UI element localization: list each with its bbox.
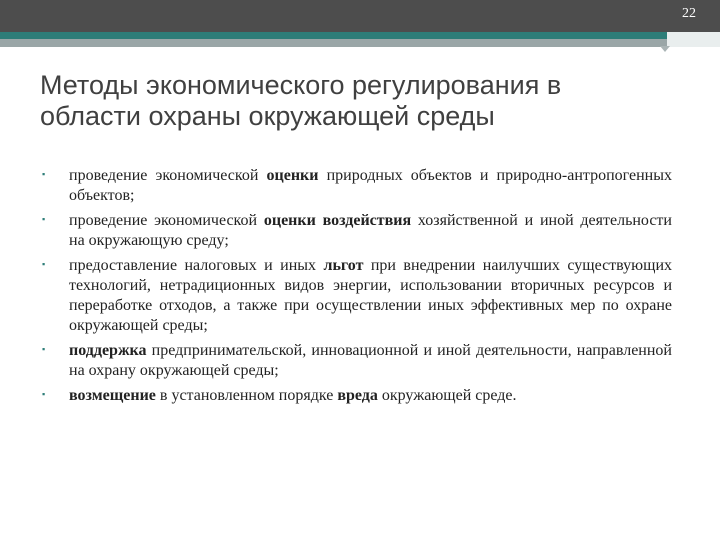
- list-item: [40, 386, 672, 406]
- item-emphasis: поддержка: [69, 342, 147, 359]
- item-text: хозяйственной и иной деятельности на окружающую среду;: [69, 212, 672, 249]
- header-stripe-teal: [0, 32, 667, 39]
- item-text: при внедрении наилучших существующих технологий, нетрадиционных видов энергии, использовании вторичных ресурсов и переработке отходов, а также при осуществлении иных эффективных мер по охране окружающей среды;: [69, 257, 672, 334]
- item-text: предоставление налоговых и иных: [69, 257, 324, 274]
- item-emphasis: вреда: [337, 387, 378, 404]
- item-emphasis: льгот: [323, 257, 364, 274]
- item-emphasis: оценки: [266, 167, 319, 184]
- triangle-marker-icon: [660, 46, 670, 52]
- item-text: предпринимательской, инновационной и иной деятельности, направленной на охрану окружающей среды;: [69, 342, 672, 379]
- square-bullet-icon: ▪: [42, 259, 46, 269]
- slide-title: Методы экономического регулирования в области охраны окружающей среды: [40, 70, 562, 131]
- header-stripe-gray: [0, 39, 667, 47]
- item-text: природных объектов и природно-антропогенных объектов;: [69, 167, 672, 204]
- list-item: [40, 341, 672, 381]
- square-bullet-icon: ▪: [42, 389, 46, 399]
- item-text: проведение экономической: [69, 212, 264, 229]
- header-stripe-light: [667, 32, 720, 47]
- item-text: в установленном порядке: [155, 387, 338, 404]
- item-emphasis: возмещение: [69, 387, 156, 404]
- list-item: [40, 211, 672, 251]
- slide-number: 22: [682, 6, 696, 21]
- square-bullet-icon: ▪: [42, 344, 46, 354]
- item-text: проведение экономической: [69, 167, 267, 184]
- square-bullet-icon: ▪: [42, 214, 46, 224]
- bullet-list: [40, 166, 672, 411]
- item-emphasis: оценки воздействия: [263, 212, 412, 229]
- item-text: окружающей среде.: [377, 387, 517, 404]
- header-band: [0, 0, 720, 32]
- list-item: [40, 166, 672, 206]
- list-item: [40, 256, 672, 336]
- square-bullet-icon: ▪: [42, 169, 46, 179]
